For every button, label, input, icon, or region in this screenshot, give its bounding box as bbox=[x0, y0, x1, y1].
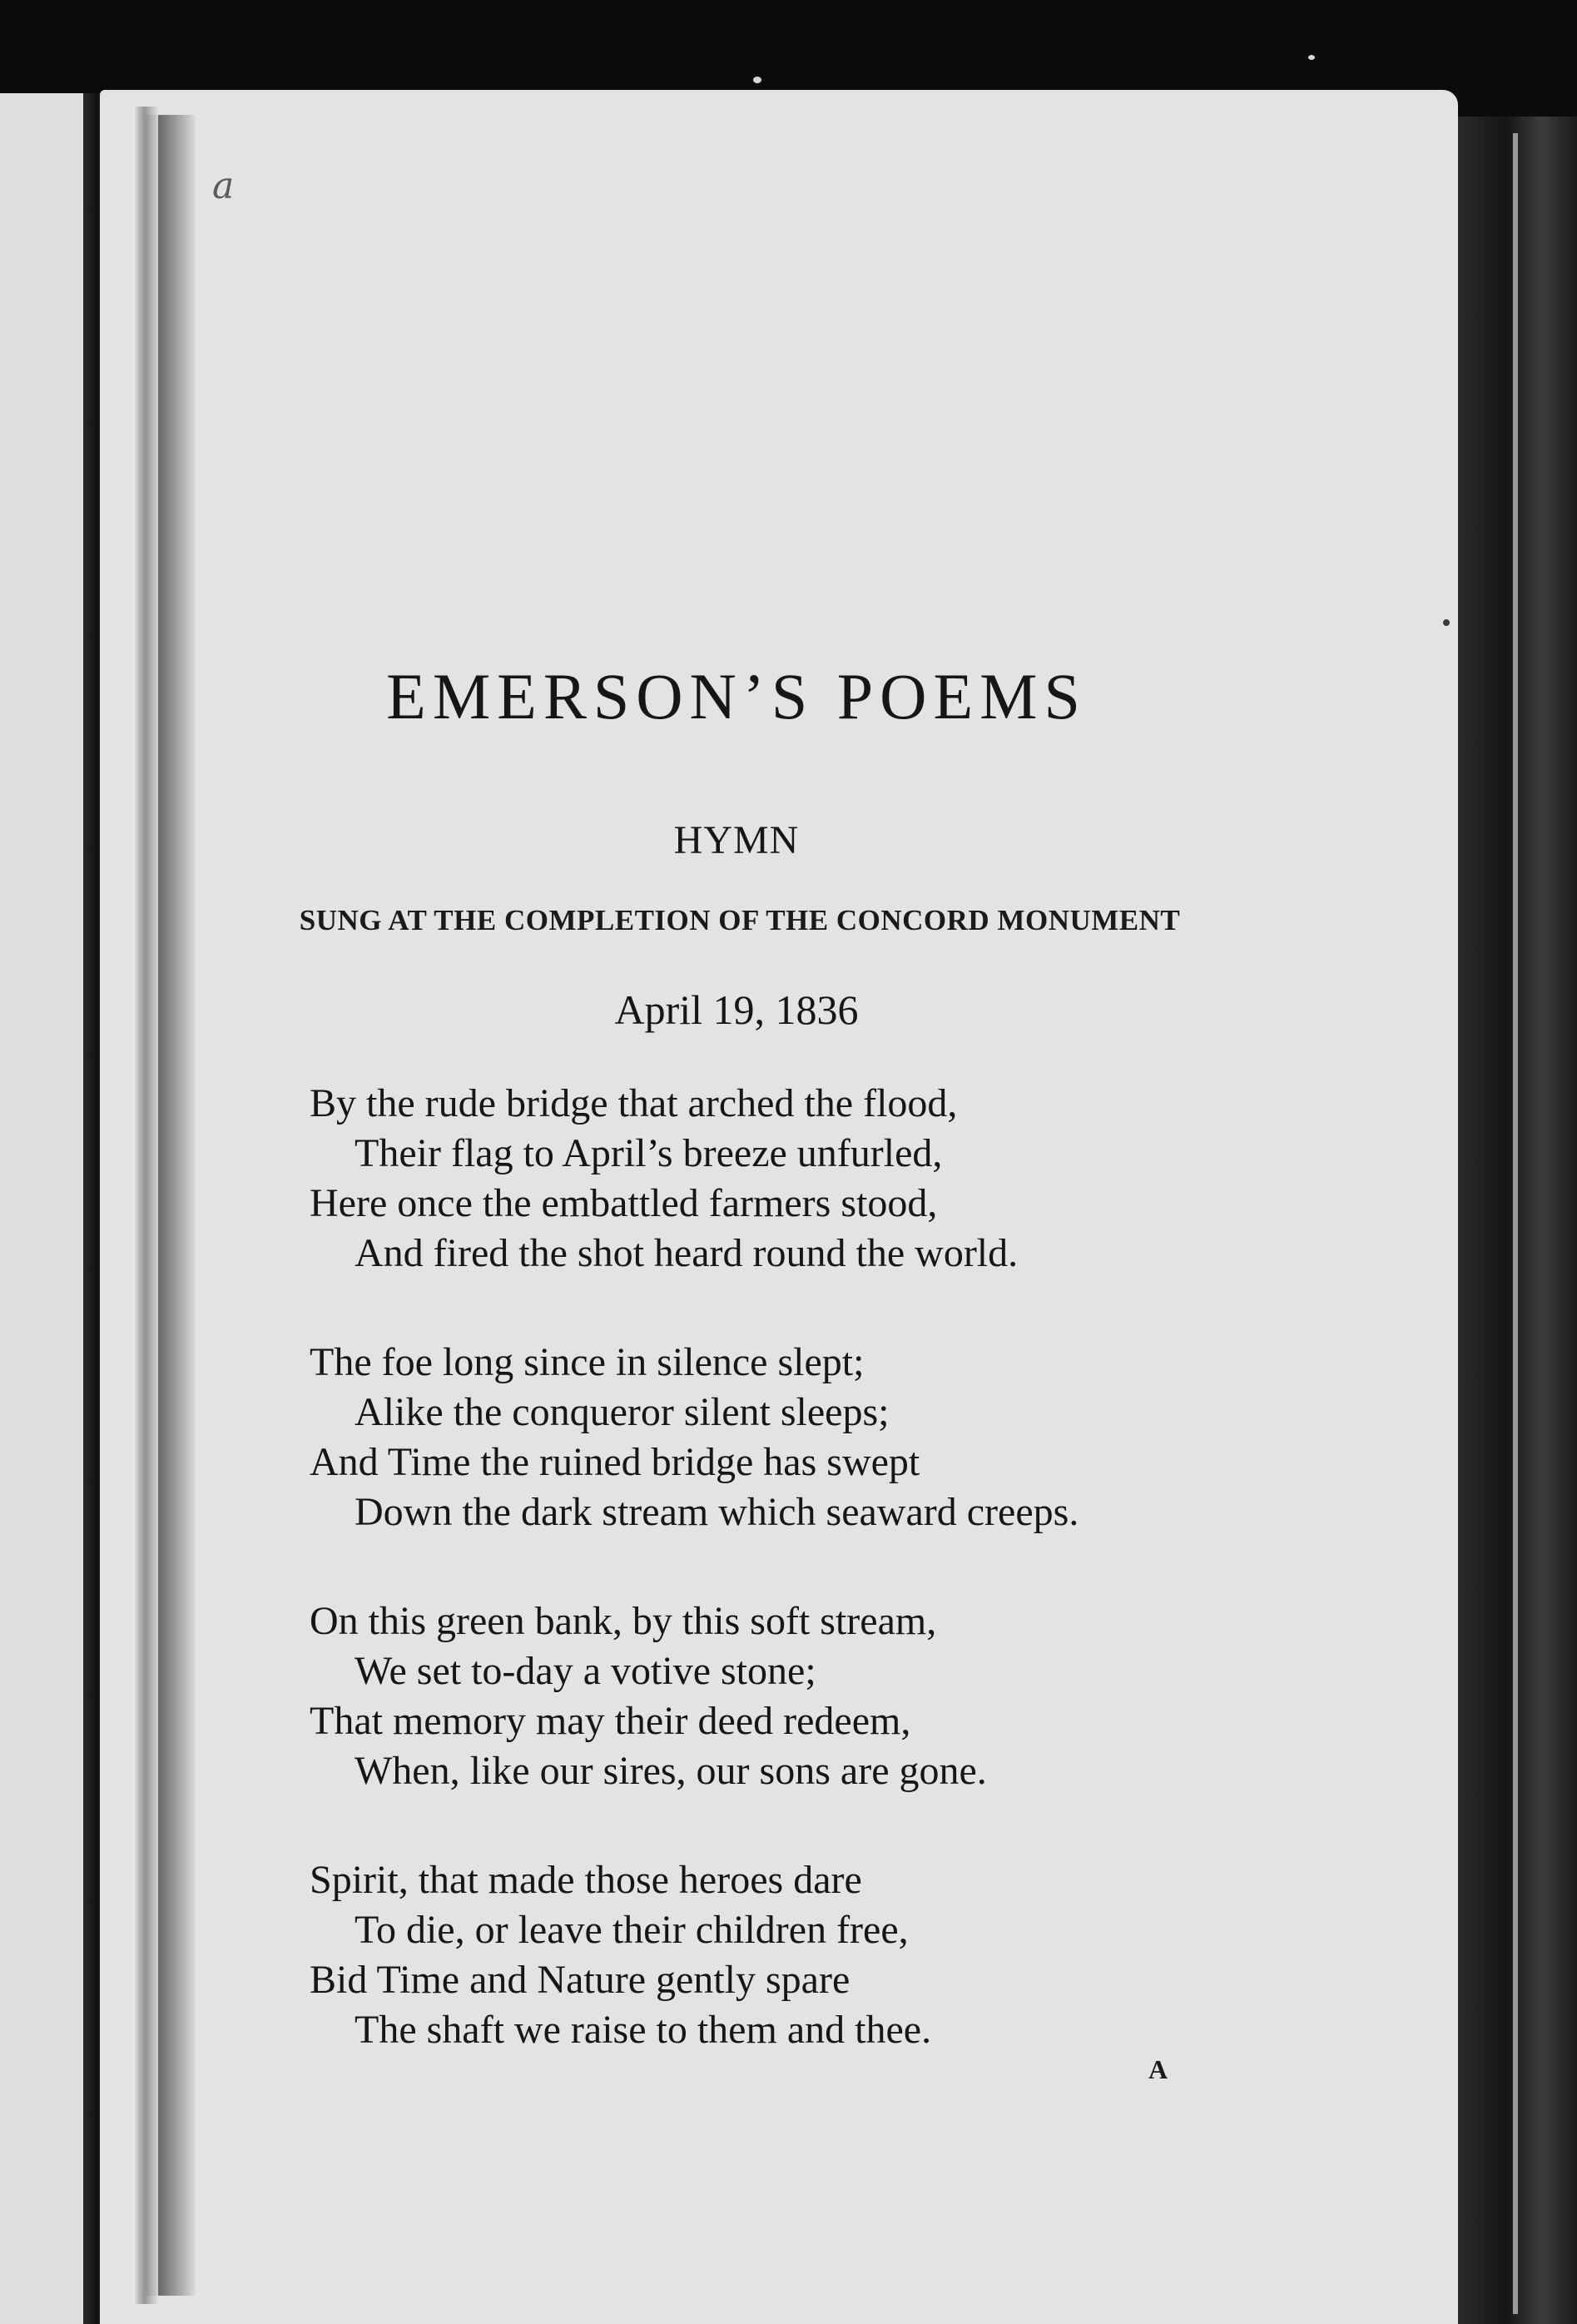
poem-date: April 19, 1836 bbox=[614, 986, 859, 1033]
poem-line: Here once the embattled farmers stood, bbox=[310, 1181, 938, 1225]
dust-speck bbox=[1443, 619, 1450, 626]
poem-line: Their flag to April’s breeze unfurled, bbox=[355, 1131, 943, 1175]
book-title: EMERSON’S POEMS bbox=[386, 660, 1087, 732]
poem-line: And fired the shot heard round the world. bbox=[355, 1231, 1019, 1275]
stanza bbox=[310, 1338, 1079, 1537]
poem-line: That memory may their deed redeem, bbox=[310, 1699, 911, 1743]
poem-title: HYMN bbox=[673, 818, 800, 862]
poem-line: Down the dark stream which seaward creeps. bbox=[355, 1490, 1079, 1534]
poem-line: On this green bank, by this soft stream, bbox=[310, 1599, 937, 1643]
stanza bbox=[310, 1855, 1079, 2055]
poem-line: By the rude bridge that arched the flood, bbox=[310, 1081, 958, 1125]
stanza bbox=[310, 1079, 1079, 1279]
poem-line: The foe long since in silence slept; bbox=[310, 1340, 865, 1384]
poem-line: And Time the ruined bridge has swept bbox=[310, 1440, 920, 1484]
poem-line: Bid Time and Nature gently spare bbox=[310, 1958, 850, 2002]
pencil-annotation: a bbox=[212, 165, 235, 207]
dust-speck bbox=[1308, 55, 1315, 60]
signature-mark: A bbox=[1148, 2054, 1168, 2084]
poem-line: When, like our sires, our sons are gone. bbox=[355, 1749, 987, 1793]
poem-line: To die, or leave their children free, bbox=[355, 1908, 909, 1952]
previous-page-edge bbox=[0, 93, 83, 2324]
binding-gutter bbox=[133, 107, 158, 2304]
poem-line: Alike the conqueror silent sleeps; bbox=[355, 1390, 890, 1434]
poem-body bbox=[310, 1079, 1079, 2114]
dust-speck bbox=[753, 77, 761, 83]
poem-line: The shaft we raise to them and thee. bbox=[355, 2008, 932, 2052]
poem-line: Spirit, that made those heroes dare bbox=[310, 1858, 862, 1902]
poem-line: We set to-day a votive stone; bbox=[355, 1649, 816, 1693]
right-page-stripe bbox=[1513, 133, 1518, 2314]
poem-subtitle: SUNG AT THE COMPLETION OF THE CONCORD MONUMENT bbox=[299, 904, 1181, 936]
stanza bbox=[310, 1597, 1079, 1796]
